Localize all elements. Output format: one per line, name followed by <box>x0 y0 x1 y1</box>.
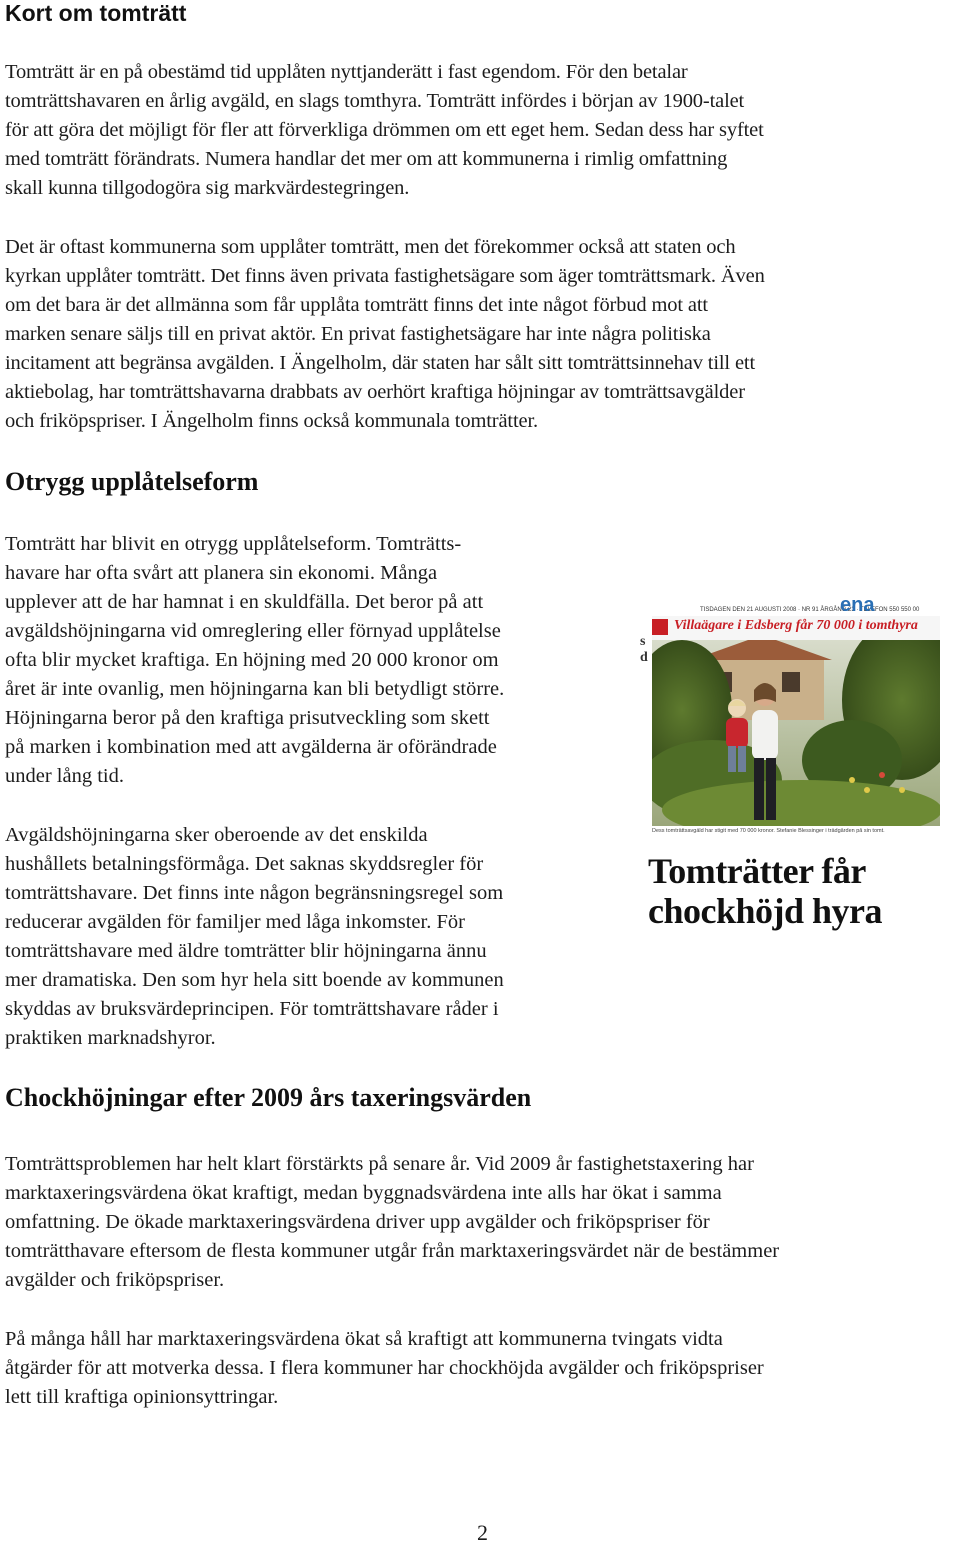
text-line: tomträttshavare. Det finns inte någon begränsningsregel som <box>5 882 504 904</box>
text-line: tomträttshavaren en årlig avgäld, en slags tomthyra. Tomträtt infördes i början av 1900-talet <box>5 90 745 112</box>
text-line: lett till kraftiga opinionsyttringar. <box>5 1386 279 1408</box>
text-line: På många håll har marktaxeringsvärdena ökat så kraftigt att kommunerna tvingats vidta <box>5 1328 723 1350</box>
garden-photo <box>652 640 940 826</box>
paragraph-otrygg-2 <box>5 821 504 1053</box>
paragraph-otrygg-1 <box>5 530 504 791</box>
text-line: incitament att begränsa avgälden. I Ängelholm, där staten har sålt sitt tomträttsinnehav till ett <box>5 352 755 374</box>
paragraph-chock-1 <box>5 1150 779 1295</box>
text-line: med tomträtt förändrats. Numera handlar det mer om att kommunerna i rimlig omfattning <box>5 148 728 170</box>
text-line: ofta blir mycket kraftiga. En höjning med 20 000 kronor om <box>5 649 499 671</box>
text-line: upplever att de har hamnat i en skuldfälla. Det beror på att <box>5 591 484 613</box>
text-line: Tomträttsproblemen har helt klart förstärkts på senare år. Vid 2009 år fastighetstaxering har <box>5 1153 754 1175</box>
text-line: Tomträtt är en på obestämd tid upplåten nyttjanderätt i fast egendom. För den betalar <box>5 61 688 83</box>
newspaper-clipping-image <box>640 600 940 952</box>
text-line: havare har ofta svårt att planera sin ekonomi. Många <box>5 562 438 584</box>
text-line: avgäldshöjningarna vid omreglering eller förnyad upplåtelse <box>5 620 501 642</box>
text-line: Avgäldshöjningarna sker oberoende av det enskilda <box>5 824 428 846</box>
text-line: tomträttshavare med äldre tomträtter blir höjningarna ännu <box>5 940 487 962</box>
text-line: hushållets betalningsförmåga. Det saknas skyddsregler för <box>5 853 484 875</box>
clipping-side-column: s d <box>640 634 648 665</box>
text-line: för att göra det möjligt för fler att förverkliga drömmen om ett eget hem. Sedan dess har syftet <box>5 119 764 141</box>
text-line: marken senare säljs till en privat aktör. En privat fastighetsägare har inte några politiska <box>5 323 711 345</box>
clipping-masthead: ena <box>840 600 875 616</box>
text-line: marktaxeringsvärdena ökat kraftigt, medan byggnadsvärdena inte alls har ökat i samma <box>5 1182 722 1204</box>
text-line: skall kunna tillgodogöra sig markvärdestegringen. <box>5 177 410 199</box>
section-heading-kort-om-tomtratt: Kort om tomträtt <box>5 0 187 26</box>
text-line: året är inte ovanlig, men höjningarna kan bli betydligt större. <box>5 678 505 700</box>
red-arrow-icon <box>652 619 668 635</box>
clipping-headline-line-2: chockhöjd hyra <box>648 891 883 931</box>
paragraph-upplatare <box>5 233 765 436</box>
section-heading-otrygg: Otrygg upplåtelseform <box>5 467 259 496</box>
text-line: under lång tid. <box>5 765 124 787</box>
clipping-kicker-bar <box>652 616 940 640</box>
text-line: kyrkan upplåter tomträtt. Det finns även privata fastighetsägare som äger tomträttsmark. Även <box>5 265 765 287</box>
paragraph-chock-2 <box>5 1325 764 1412</box>
text-line: aktiebolag, har tomträttshavarna drabbats av oerhört kraftiga höjningar av tomträttsavgälder <box>5 381 745 403</box>
section-heading-chockhojningar: Chockhöjningar efter 2009 års taxeringsvärden <box>5 1083 532 1112</box>
text-line: tomträtthavare eftersom de flesta kommuner utgår från marktaxeringsvärdet när de bestämmer <box>5 1240 780 1262</box>
clipping-kicker: Villaägare i Edsberg får 70 000 i tomthyra <box>674 618 918 633</box>
paragraph-intro <box>5 58 764 203</box>
text-line: Höjningarna beror på den kraftiga prisutveckling som skett <box>5 707 490 729</box>
text-line: avgälder och friköpspriser. <box>5 1269 225 1291</box>
clipping-headline-line-1: Tomträtter får <box>648 851 866 891</box>
text-line: Det är oftast kommunerna som upplåter tomträtt, men det förekommer också att staten och <box>5 236 736 258</box>
text-line: skyddas av bruksvärdeprincipen. För tomträttshavare råder i <box>5 998 499 1020</box>
text-line: åtgärder för att motverka dessa. I flera kommuner har chockhöjda avgälder och friköpspriser <box>5 1357 764 1379</box>
text-line: Tomträtt har blivit en otrygg upplåtelseform. Tomträtts- <box>5 533 462 555</box>
text-line: praktiken marknadshyror. <box>5 1027 216 1049</box>
clipping-dateline: TISDAGEN DEN 21 AUGUSTI 2008 · NR 91 ÅRGÅNG 23 · TELEFON 550 550 00 <box>700 607 920 613</box>
clipping-caption: Dess tomträttsavgäld har stigit med 70 000 kronor. Stefanie Blessinger i trädgården på sin tomt. <box>652 828 885 834</box>
text-line: och friköpspriser. I Ängelholm finns också kommunala tomträtter. <box>5 410 538 432</box>
text-line: om det bara är det allmänna som får upplåta tomträtt finns det inte något förbud mot att <box>5 294 708 316</box>
text-line: på marken i kombination med att avgälderna är oförändrade <box>5 736 497 758</box>
text-line: mer dramatiska. Den som hyr hela sitt boende av kommunen <box>5 969 504 991</box>
page-number: 2 <box>477 1520 488 1545</box>
text-line: omfattning. De ökade marktaxeringsvärdena driver upp avgälder och friköpspriser för <box>5 1211 710 1233</box>
text-line: reducerar avgälden för familjer med låga inkomster. För <box>5 911 465 933</box>
